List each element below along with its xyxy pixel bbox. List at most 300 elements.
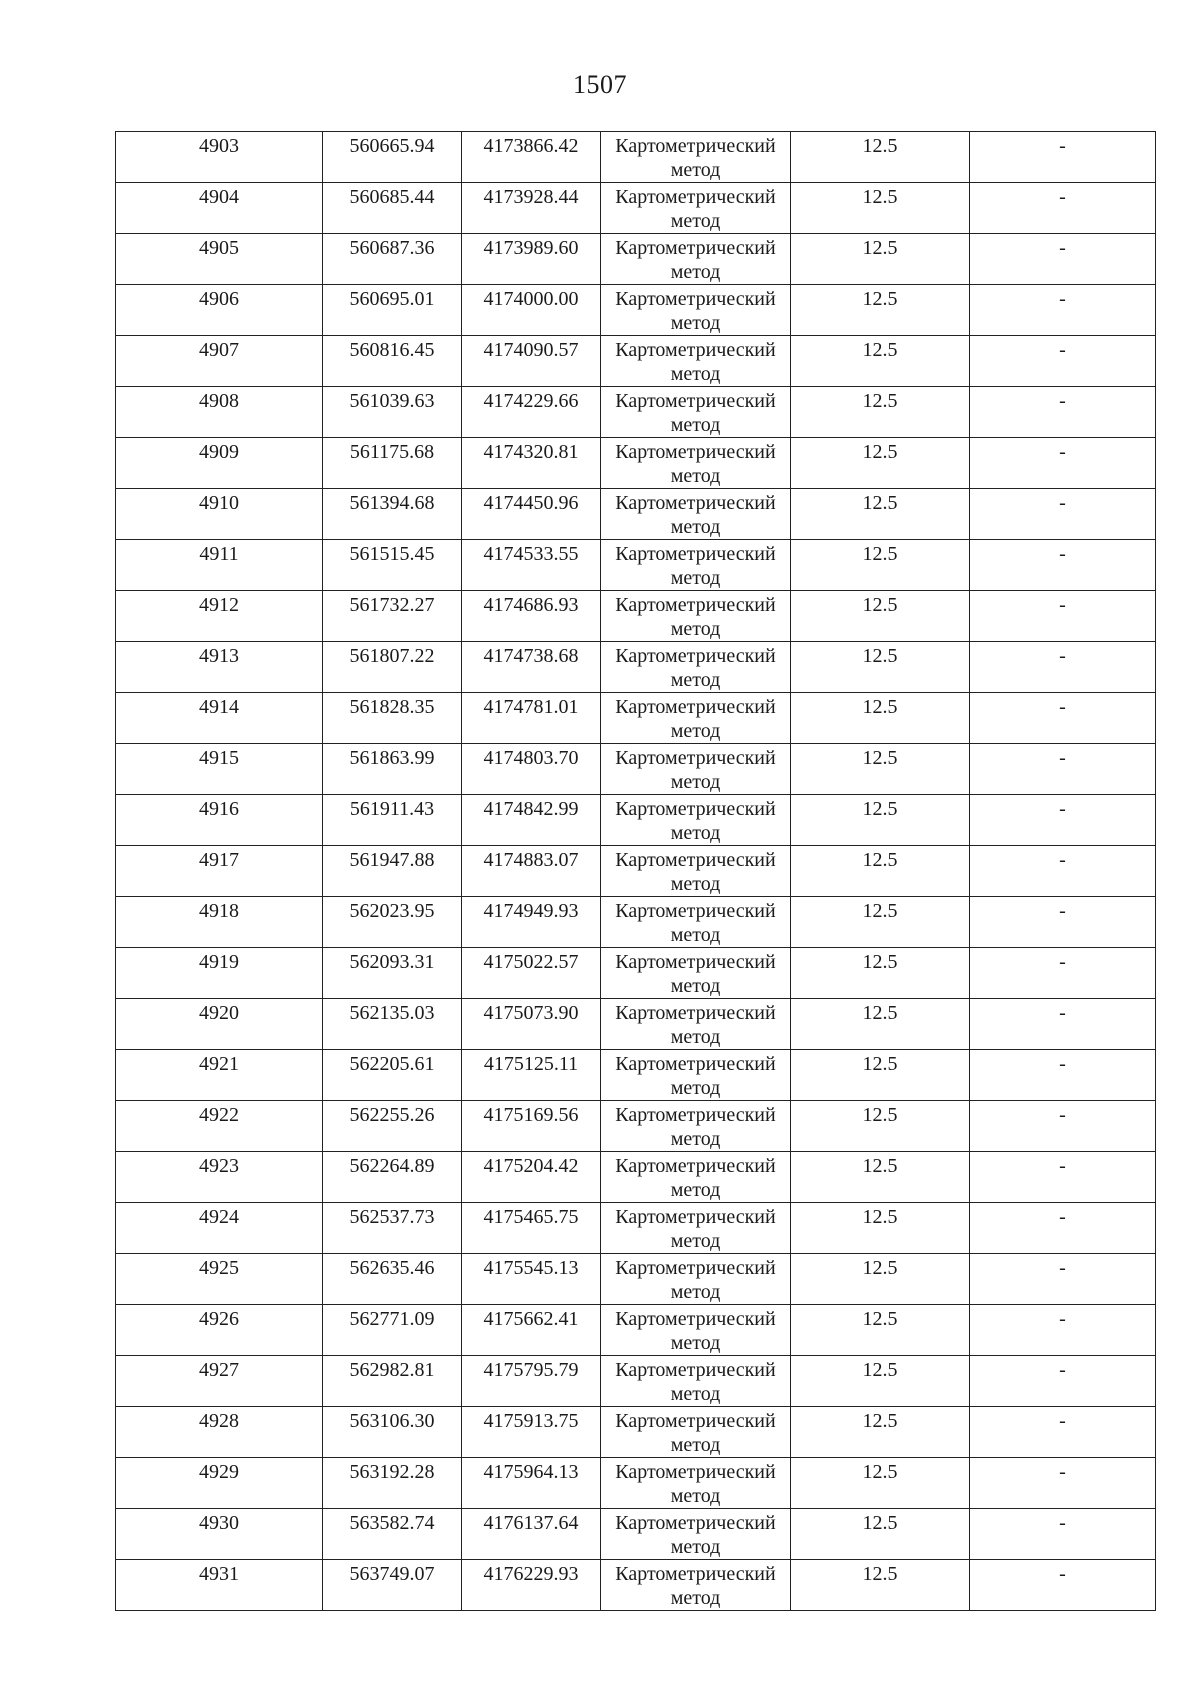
method-cell <box>601 846 791 897</box>
point-number-cell-text: 4917 <box>199 849 239 871</box>
y-coordinate-cell <box>462 234 601 285</box>
x-coordinate-cell-text: 562537.73 <box>349 1206 435 1228</box>
method-cell-text: Картометрический метод <box>615 594 776 640</box>
point-number-cell-text: 4910 <box>199 492 239 514</box>
note-cell <box>970 1152 1156 1203</box>
accuracy-cell-text: 12.5 <box>862 849 898 871</box>
point-number-cell <box>116 285 323 336</box>
point-number-cell <box>116 948 323 999</box>
point-number-cell <box>116 1458 323 1509</box>
table-row <box>116 132 1156 183</box>
method-cell-text: Картометрический метод <box>615 798 776 844</box>
note-cell <box>970 591 1156 642</box>
x-coordinate-cell-text: 563192.28 <box>349 1461 435 1483</box>
method-cell <box>601 1203 791 1254</box>
point-number-cell-text: 4905 <box>199 237 239 259</box>
accuracy-cell <box>791 132 970 183</box>
table-row <box>116 1407 1156 1458</box>
x-coordinate-cell <box>323 591 462 642</box>
note-cell-text: - <box>1059 441 1066 463</box>
accuracy-cell-text: 12.5 <box>862 1461 898 1483</box>
y-coordinate-cell-text: 4175125.11 <box>483 1053 579 1075</box>
x-coordinate-cell <box>323 1254 462 1305</box>
point-number-cell-text: 4920 <box>199 1002 239 1024</box>
y-coordinate-cell <box>462 540 601 591</box>
y-coordinate-cell-text: 4174090.57 <box>483 339 579 361</box>
y-coordinate-cell <box>462 1458 601 1509</box>
y-coordinate-cell-text: 4174533.55 <box>483 543 579 565</box>
method-cell-text: Картометрический метод <box>615 492 776 538</box>
table-row <box>116 489 1156 540</box>
method-cell <box>601 795 791 846</box>
point-number-cell <box>116 642 323 693</box>
method-cell-text: Картометрический метод <box>615 1308 776 1354</box>
point-number-cell-text: 4906 <box>199 288 239 310</box>
table-row <box>116 1203 1156 1254</box>
y-coordinate-cell-text: 4174803.70 <box>483 747 579 769</box>
y-coordinate-cell <box>462 438 601 489</box>
point-number-cell-text: 4922 <box>199 1104 239 1126</box>
y-coordinate-cell <box>462 999 601 1050</box>
x-coordinate-cell-text: 562255.26 <box>349 1104 435 1126</box>
x-coordinate-cell-text: 561863.99 <box>349 747 435 769</box>
accuracy-cell <box>791 1152 970 1203</box>
y-coordinate-cell-text: 4174781.01 <box>483 696 579 718</box>
method-cell-text: Картометрический метод <box>615 1461 776 1507</box>
method-cell-text: Картометрический метод <box>615 1206 776 1252</box>
point-number-cell-text: 4931 <box>199 1563 239 1585</box>
accuracy-cell <box>791 999 970 1050</box>
accuracy-cell-text: 12.5 <box>862 798 898 820</box>
accuracy-cell-text: 12.5 <box>862 1410 898 1432</box>
point-number-cell <box>116 744 323 795</box>
point-number-cell-text: 4925 <box>199 1257 239 1279</box>
note-cell <box>970 795 1156 846</box>
method-cell <box>601 336 791 387</box>
x-coordinate-cell-text: 562135.03 <box>349 1002 435 1024</box>
point-number-cell <box>116 1305 323 1356</box>
x-coordinate-cell <box>323 642 462 693</box>
coordinates-table <box>115 131 1156 1611</box>
note-cell <box>970 489 1156 540</box>
x-coordinate-cell <box>323 1407 462 1458</box>
x-coordinate-cell <box>323 285 462 336</box>
note-cell <box>970 948 1156 999</box>
x-coordinate-cell-text: 561175.68 <box>349 441 435 463</box>
accuracy-cell <box>791 591 970 642</box>
method-cell <box>601 591 791 642</box>
method-cell <box>601 693 791 744</box>
point-number-cell <box>116 1101 323 1152</box>
point-number-cell-text: 4928 <box>199 1410 239 1432</box>
x-coordinate-cell <box>323 1152 462 1203</box>
accuracy-cell <box>791 1407 970 1458</box>
y-coordinate-cell <box>462 1254 601 1305</box>
point-number-cell-text: 4907 <box>199 339 239 361</box>
method-cell <box>601 1356 791 1407</box>
note-cell-text: - <box>1059 696 1066 718</box>
point-number-cell-text: 4913 <box>199 645 239 667</box>
point-number-cell-text: 4919 <box>199 951 239 973</box>
accuracy-cell-text: 12.5 <box>862 1359 898 1381</box>
note-cell-text: - <box>1059 1512 1066 1534</box>
table-row <box>116 999 1156 1050</box>
accuracy-cell-text: 12.5 <box>862 1563 898 1585</box>
table-row <box>116 897 1156 948</box>
method-cell <box>601 999 791 1050</box>
note-cell-text: - <box>1059 390 1066 412</box>
x-coordinate-cell-text: 560695.01 <box>349 288 435 310</box>
accuracy-cell <box>791 1458 970 1509</box>
x-coordinate-cell <box>323 1356 462 1407</box>
accuracy-cell <box>791 336 970 387</box>
x-coordinate-cell <box>323 132 462 183</box>
page-number: 1507 <box>573 70 627 99</box>
x-coordinate-cell-text: 560687.36 <box>349 237 435 259</box>
point-number-cell <box>116 897 323 948</box>
method-cell <box>601 285 791 336</box>
y-coordinate-cell-text: 4174320.81 <box>483 441 579 463</box>
method-cell-text: Картометрический метод <box>615 186 776 232</box>
method-cell-text: Картометрический метод <box>615 288 776 334</box>
x-coordinate-cell <box>323 1050 462 1101</box>
point-number-cell <box>116 1560 323 1611</box>
accuracy-cell-text: 12.5 <box>862 1053 898 1075</box>
x-coordinate-cell-text: 561732.27 <box>349 594 435 616</box>
x-coordinate-cell-text: 561911.43 <box>349 798 435 820</box>
y-coordinate-cell <box>462 1152 601 1203</box>
y-coordinate-cell <box>462 132 601 183</box>
x-coordinate-cell <box>323 948 462 999</box>
y-coordinate-cell-text: 4175913.75 <box>483 1410 579 1432</box>
note-cell-text: - <box>1059 1104 1066 1126</box>
accuracy-cell <box>791 1050 970 1101</box>
note-cell-text: - <box>1059 288 1066 310</box>
y-coordinate-cell-text: 4175022.57 <box>483 951 579 973</box>
y-coordinate-cell-text: 4174842.99 <box>483 798 579 820</box>
method-cell <box>601 1050 791 1101</box>
x-coordinate-cell-text: 563106.30 <box>349 1410 435 1432</box>
y-coordinate-cell <box>462 1356 601 1407</box>
table-row <box>116 387 1156 438</box>
x-coordinate-cell-text: 562635.46 <box>349 1257 435 1279</box>
note-cell-text: - <box>1059 186 1066 208</box>
method-cell <box>601 948 791 999</box>
y-coordinate-cell <box>462 1560 601 1611</box>
point-number-cell <box>116 234 323 285</box>
y-coordinate-cell-text: 4174000.00 <box>483 288 579 310</box>
note-cell-text: - <box>1059 951 1066 973</box>
table-row <box>116 1050 1156 1101</box>
note-cell <box>970 285 1156 336</box>
accuracy-cell <box>791 795 970 846</box>
y-coordinate-cell <box>462 846 601 897</box>
note-cell-text: - <box>1059 1563 1066 1585</box>
accuracy-cell-text: 12.5 <box>862 339 898 361</box>
method-cell <box>601 1101 791 1152</box>
point-number-cell <box>116 1407 323 1458</box>
note-cell <box>970 693 1156 744</box>
accuracy-cell <box>791 846 970 897</box>
accuracy-cell <box>791 897 970 948</box>
y-coordinate-cell <box>462 642 601 693</box>
y-coordinate-cell-text: 4174949.93 <box>483 900 579 922</box>
note-cell <box>970 1356 1156 1407</box>
x-coordinate-cell <box>323 1203 462 1254</box>
point-number-cell-text: 4911 <box>199 543 239 565</box>
point-number-cell <box>116 387 323 438</box>
x-coordinate-cell <box>323 1458 462 1509</box>
table-row <box>116 1560 1156 1611</box>
accuracy-cell <box>791 1305 970 1356</box>
table-row <box>116 795 1156 846</box>
method-cell-text: Картометрический метод <box>615 1512 776 1558</box>
y-coordinate-cell-text: 4173989.60 <box>483 237 579 259</box>
note-cell <box>970 1254 1156 1305</box>
note-cell-text: - <box>1059 135 1066 157</box>
x-coordinate-cell <box>323 846 462 897</box>
y-coordinate-cell <box>462 1101 601 1152</box>
x-coordinate-cell <box>323 540 462 591</box>
accuracy-cell-text: 12.5 <box>862 1155 898 1177</box>
accuracy-cell <box>791 438 970 489</box>
table-row <box>116 1101 1156 1152</box>
note-cell <box>970 336 1156 387</box>
point-number-cell-text: 4904 <box>199 186 239 208</box>
y-coordinate-cell <box>462 795 601 846</box>
note-cell-text: - <box>1059 849 1066 871</box>
point-number-cell <box>116 795 323 846</box>
method-cell <box>601 1305 791 1356</box>
y-coordinate-cell <box>462 744 601 795</box>
accuracy-cell <box>791 1509 970 1560</box>
table-row <box>116 1254 1156 1305</box>
y-coordinate-cell-text: 4174450.96 <box>483 492 579 514</box>
note-cell-text: - <box>1059 1410 1066 1432</box>
note-cell <box>970 1305 1156 1356</box>
note-cell <box>970 234 1156 285</box>
y-coordinate-cell <box>462 1305 601 1356</box>
point-number-cell-text: 4909 <box>199 441 239 463</box>
note-cell <box>970 897 1156 948</box>
accuracy-cell-text: 12.5 <box>862 288 898 310</box>
y-coordinate-cell <box>462 285 601 336</box>
table-row <box>116 744 1156 795</box>
y-coordinate-cell <box>462 1509 601 1560</box>
point-number-cell-text: 4912 <box>199 594 239 616</box>
method-cell-text: Картометрический метод <box>615 1155 776 1201</box>
x-coordinate-cell <box>323 234 462 285</box>
note-cell-text: - <box>1059 237 1066 259</box>
method-cell <box>601 642 791 693</box>
point-number-cell-text: 4923 <box>199 1155 239 1177</box>
y-coordinate-cell-text: 4174738.68 <box>483 645 579 667</box>
x-coordinate-cell-text: 561515.45 <box>349 543 435 565</box>
y-coordinate-cell <box>462 1050 601 1101</box>
y-coordinate-cell-text: 4176137.64 <box>483 1512 579 1534</box>
accuracy-cell-text: 12.5 <box>862 441 898 463</box>
note-cell <box>970 183 1156 234</box>
method-cell <box>601 132 791 183</box>
accuracy-cell <box>791 744 970 795</box>
accuracy-cell-text: 12.5 <box>862 1104 898 1126</box>
x-coordinate-cell <box>323 336 462 387</box>
point-number-cell-text: 4918 <box>199 900 239 922</box>
method-cell-text: Картометрический метод <box>615 1053 776 1099</box>
note-cell <box>970 1203 1156 1254</box>
method-cell-text: Картометрический метод <box>615 441 776 487</box>
x-coordinate-cell <box>323 795 462 846</box>
point-number-cell <box>116 183 323 234</box>
accuracy-cell-text: 12.5 <box>862 543 898 565</box>
accuracy-cell <box>791 1101 970 1152</box>
accuracy-cell <box>791 183 970 234</box>
method-cell <box>601 744 791 795</box>
note-cell <box>970 1509 1156 1560</box>
method-cell-text: Картометрический метод <box>615 543 776 589</box>
table-row <box>116 1509 1156 1560</box>
point-number-cell-text: 4921 <box>199 1053 239 1075</box>
point-number-cell-text: 4924 <box>199 1206 239 1228</box>
x-coordinate-cell-text: 562982.81 <box>349 1359 435 1381</box>
y-coordinate-cell <box>462 1407 601 1458</box>
method-cell <box>601 1509 791 1560</box>
y-coordinate-cell <box>462 183 601 234</box>
accuracy-cell-text: 12.5 <box>862 237 898 259</box>
note-cell <box>970 387 1156 438</box>
y-coordinate-cell-text: 4176229.93 <box>483 1563 579 1585</box>
x-coordinate-cell <box>323 183 462 234</box>
method-cell-text: Картометрический метод <box>615 1002 776 1048</box>
accuracy-cell <box>791 1356 970 1407</box>
accuracy-cell-text: 12.5 <box>862 747 898 769</box>
y-coordinate-cell <box>462 948 601 999</box>
point-number-cell <box>116 1152 323 1203</box>
point-number-cell-text: 4929 <box>199 1461 239 1483</box>
y-coordinate-cell-text: 4175545.13 <box>483 1257 579 1279</box>
y-coordinate-cell <box>462 591 601 642</box>
x-coordinate-cell-text: 560665.94 <box>349 135 435 157</box>
accuracy-cell-text: 12.5 <box>862 696 898 718</box>
y-coordinate-cell-text: 4175204.42 <box>483 1155 579 1177</box>
accuracy-cell-text: 12.5 <box>862 492 898 514</box>
accuracy-cell <box>791 387 970 438</box>
x-coordinate-cell <box>323 489 462 540</box>
method-cell <box>601 1152 791 1203</box>
accuracy-cell <box>791 948 970 999</box>
note-cell-text: - <box>1059 1461 1066 1483</box>
x-coordinate-cell-text: 563582.74 <box>349 1512 435 1534</box>
table-row <box>116 591 1156 642</box>
note-cell-text: - <box>1059 1053 1066 1075</box>
note-cell-text: - <box>1059 1359 1066 1381</box>
point-number-cell <box>116 336 323 387</box>
point-number-cell-text: 4903 <box>199 135 239 157</box>
point-number-cell <box>116 132 323 183</box>
note-cell-text: - <box>1059 1308 1066 1330</box>
note-cell <box>970 642 1156 693</box>
y-coordinate-cell-text: 4175662.41 <box>483 1308 579 1330</box>
point-number-cell <box>116 1203 323 1254</box>
table-row <box>116 1152 1156 1203</box>
x-coordinate-cell-text: 561947.88 <box>349 849 435 871</box>
method-cell <box>601 183 791 234</box>
x-coordinate-cell <box>323 1305 462 1356</box>
x-coordinate-cell <box>323 693 462 744</box>
table-row <box>116 540 1156 591</box>
y-coordinate-cell-text: 4175795.79 <box>483 1359 579 1381</box>
y-coordinate-cell-text: 4174686.93 <box>483 594 579 616</box>
method-cell <box>601 1560 791 1611</box>
note-cell-text: - <box>1059 1257 1066 1279</box>
x-coordinate-cell-text: 560685.44 <box>349 186 435 208</box>
y-coordinate-cell-text: 4175073.90 <box>483 1002 579 1024</box>
x-coordinate-cell-text: 561807.22 <box>349 645 435 667</box>
note-cell-text: - <box>1059 1002 1066 1024</box>
point-number-cell <box>116 489 323 540</box>
y-coordinate-cell-text: 4174229.66 <box>483 390 579 412</box>
x-coordinate-cell-text: 561394.68 <box>349 492 435 514</box>
y-coordinate-cell <box>462 897 601 948</box>
table-row <box>116 183 1156 234</box>
method-cell-text: Картометрический метод <box>615 1410 776 1456</box>
x-coordinate-cell-text: 562093.31 <box>349 951 435 973</box>
note-cell <box>970 999 1156 1050</box>
method-cell <box>601 1458 791 1509</box>
method-cell-text: Картометрический метод <box>615 849 776 895</box>
y-coordinate-cell-text: 4175465.75 <box>483 1206 579 1228</box>
method-cell-text: Картометрический метод <box>615 747 776 793</box>
accuracy-cell-text: 12.5 <box>862 951 898 973</box>
table-row <box>116 234 1156 285</box>
table-row <box>116 642 1156 693</box>
y-coordinate-cell-text: 4174883.07 <box>483 849 579 871</box>
table-row <box>116 948 1156 999</box>
y-coordinate-cell <box>462 387 601 438</box>
method-cell <box>601 489 791 540</box>
accuracy-cell <box>791 1203 970 1254</box>
point-number-cell <box>116 1254 323 1305</box>
method-cell-text: Картометрический метод <box>615 1104 776 1150</box>
x-coordinate-cell <box>323 999 462 1050</box>
y-coordinate-cell <box>462 336 601 387</box>
note-cell <box>970 846 1156 897</box>
y-coordinate-cell-text: 4175169.56 <box>483 1104 579 1126</box>
method-cell-text: Картометрический метод <box>615 390 776 436</box>
accuracy-cell-text: 12.5 <box>862 1257 898 1279</box>
method-cell <box>601 897 791 948</box>
point-number-cell-text: 4916 <box>199 798 239 820</box>
note-cell-text: - <box>1059 798 1066 820</box>
note-cell-text: - <box>1059 1206 1066 1228</box>
point-number-cell-text: 4926 <box>199 1308 239 1330</box>
method-cell <box>601 540 791 591</box>
accuracy-cell-text: 12.5 <box>862 900 898 922</box>
point-number-cell <box>116 1509 323 1560</box>
table-row <box>116 693 1156 744</box>
method-cell-text: Картометрический метод <box>615 951 776 997</box>
note-cell <box>970 744 1156 795</box>
accuracy-cell-text: 12.5 <box>862 594 898 616</box>
x-coordinate-cell <box>323 1101 462 1152</box>
note-cell-text: - <box>1059 1155 1066 1177</box>
note-cell <box>970 1458 1156 1509</box>
point-number-cell-text: 4915 <box>199 747 239 769</box>
table-row <box>116 1356 1156 1407</box>
note-cell <box>970 1050 1156 1101</box>
table-row <box>116 285 1156 336</box>
method-cell-text: Картометрический метод <box>615 696 776 742</box>
